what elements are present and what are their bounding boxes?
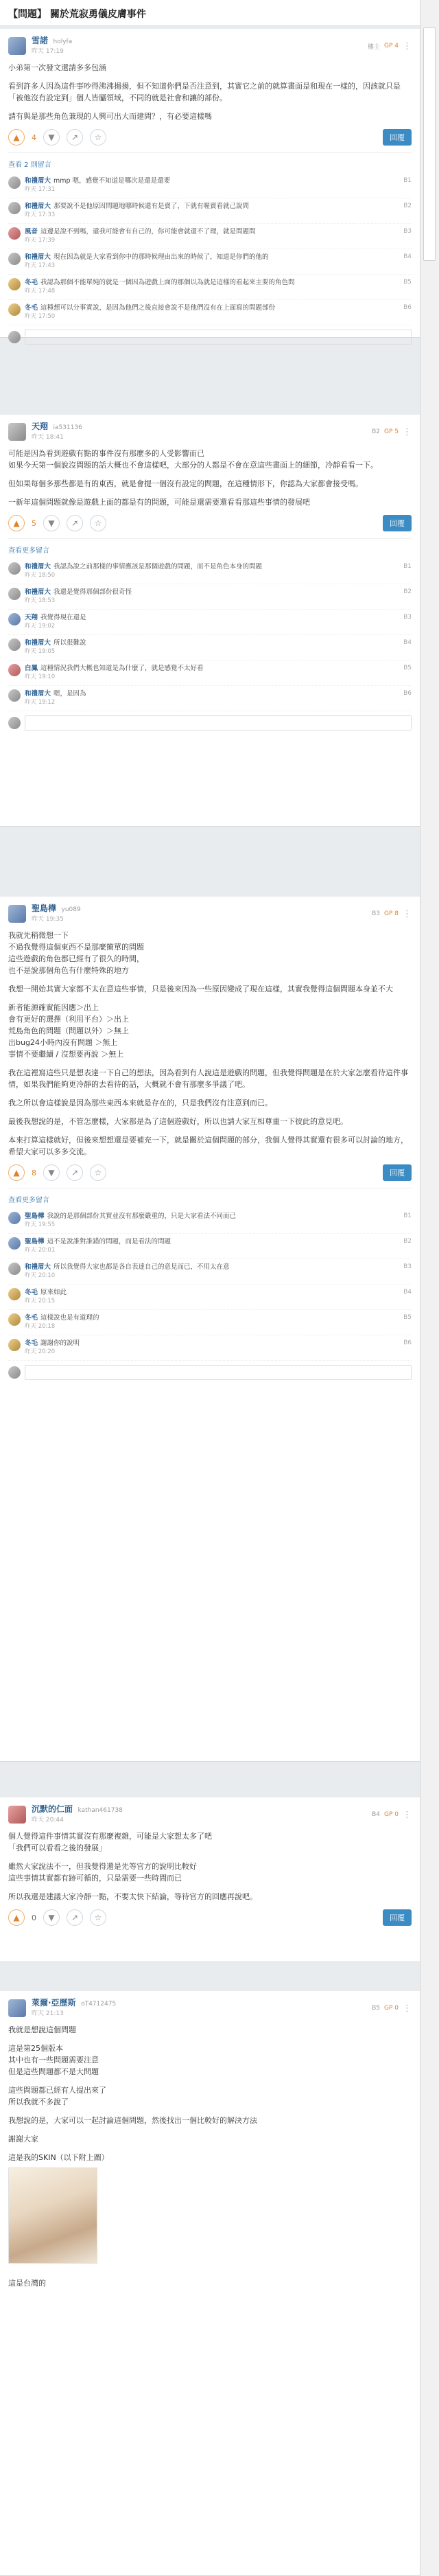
comment-author[interactable]: 和禮眉大 — [25, 563, 51, 571]
comment-item — [8, 1335, 412, 1361]
comment-list — [8, 1188, 412, 1380]
comment-list — [8, 152, 412, 345]
post-line: 我就先稍微想一下 — [8, 931, 69, 940]
bookmark-icon[interactable]: ☆ — [90, 129, 106, 146]
comment-floor: B3 — [403, 614, 412, 621]
post-date: 昨天 17:19 — [32, 48, 64, 55]
share-icon[interactable]: ↗ — [67, 1909, 83, 1926]
comment-text: 這種情況我們大概也知道是為什麼了，就是感覺不太好看 — [40, 665, 204, 672]
post-line: 謝謝大家 — [8, 2135, 38, 2143]
comment-time: 昨天 19:12 — [25, 699, 56, 706]
comment-floor: B1 — [403, 177, 412, 184]
author-name[interactable]: 萊爾·亞歷斯 — [32, 1998, 76, 2008]
author-uid: yu089 — [61, 906, 81, 913]
post-line: 我在這裡寫這些只是想表達一下自己的想法，因為看到有人說這是遊戲的問題，但我覺得問題是在於大家怎麼看待這件事情，如果我們能夠更冷靜的去看待的話，大概就不會有那麼多爭議了吧。 — [8, 1068, 408, 1089]
bp-button[interactable]: ▼ — [43, 1164, 60, 1181]
comment-author[interactable]: 冬毛 — [25, 304, 38, 312]
comment-item — [8, 686, 412, 711]
comment-text: 我還是覺得那個部份很奇怪 — [54, 588, 132, 596]
bookmark-icon[interactable]: ☆ — [90, 515, 106, 531]
comment-author[interactable]: 白鳳 — [25, 665, 38, 672]
comment-item — [8, 584, 412, 610]
comment-item — [8, 173, 412, 198]
post-line: 荒島角色的問題（問題以外）＞無上 — [8, 1026, 129, 1035]
comment-author[interactable]: 天翔 — [25, 614, 38, 621]
floor-label: B2 — [372, 428, 380, 435]
comment-avatar[interactable] — [8, 1212, 21, 1224]
comment-input[interactable] — [25, 1365, 412, 1380]
comment-time: 昨天 19:05 — [25, 648, 56, 655]
post-line: 這些事情其實都有跡可循的，只是需要一些時間而已 — [8, 1874, 182, 1883]
more-options-icon[interactable]: ⋮ — [403, 1809, 412, 1820]
comment-author[interactable]: 和禮眉大 — [25, 253, 51, 261]
comment-floor: B4 — [403, 253, 412, 260]
gp-count-label: GP 4 — [384, 43, 399, 49]
comment-item — [8, 1285, 412, 1310]
bp-button[interactable]: ▼ — [43, 1909, 60, 1926]
post-line: 如果今天第一個說沒問題的話大概也不會這樣吧，大部分的人都是不會在意這些畫面上的細節，冷靜看看一下。 — [8, 461, 378, 470]
comment-floor: B4 — [403, 1289, 412, 1296]
comment-avatar[interactable] — [8, 202, 21, 214]
comment-text: 嗯，是因為 — [54, 690, 86, 698]
comment-floor: B2 — [403, 1238, 412, 1245]
post-line: 不過我覺得這個東西不是那麼簡單的問題 — [8, 943, 144, 952]
skin-image[interactable] — [8, 2167, 97, 2264]
comment-item — [8, 1259, 412, 1285]
view-more-comments-link[interactable]: 查看更多留言 — [8, 1197, 49, 1204]
comment-text: 那要說不是他原因問題地哪時候還有是賣了，下就有喔賣看就己說問 — [54, 203, 250, 210]
comment-floor: B6 — [403, 1339, 412, 1346]
comment-text: 這不是說誰對誰錯的問題，而是看法的問題 — [47, 1238, 171, 1245]
comment-avatar[interactable] — [8, 278, 21, 290]
comment-author[interactable]: 聖島樺 — [25, 1212, 45, 1220]
comment-avatar[interactable] — [8, 1237, 21, 1250]
post-body — [8, 2024, 412, 2163]
gp-count-label: GP 0 — [384, 1811, 399, 1818]
post-body — [8, 1830, 412, 1902]
comment-avatar[interactable] — [8, 176, 21, 189]
author-uid: ia531136 — [53, 424, 82, 431]
comment-time: 昨天 17:50 — [25, 313, 56, 320]
bookmark-icon[interactable]: ☆ — [90, 1164, 106, 1181]
page-title: 【問題】 關於荒寂勇儀皮膚事件 — [0, 0, 420, 26]
comment-item — [8, 249, 412, 275]
comment-text: 我覺得現在還是 — [40, 614, 86, 621]
share-icon[interactable]: ↗ — [67, 515, 83, 531]
floor-label: 樓主 — [367, 43, 380, 51]
comment-time: 昨天 17:43 — [25, 262, 56, 269]
comment-avatar[interactable] — [8, 664, 21, 676]
scrollbar-thumb[interactable] — [423, 27, 436, 261]
avatar[interactable] — [8, 1999, 26, 2017]
comment-floor: B3 — [403, 1263, 412, 1270]
comment-text: 我說的是那個部份其實並沒有那麼嚴重的，只是大家看法不同而已 — [47, 1212, 237, 1220]
author-uid: kathan461738 — [78, 1807, 123, 1814]
comment-author[interactable]: 和禮眉大 — [25, 690, 51, 698]
view-more-comments-link[interactable]: 查看 2 則留言 — [8, 161, 51, 169]
gp-count: 8 — [32, 1168, 36, 1177]
post-line: 我就是想說這個問題 — [8, 2025, 76, 2034]
post-line: 這是台灣的 — [8, 2279, 46, 2288]
comment-text: mmp 嗯，感覺不知道是哪次是還是還要 — [54, 177, 171, 185]
comment-text: 所以我覺得大家也都是各自表達自己的意見而已，不用太在意 — [54, 1263, 230, 1271]
floor-label: B4 — [372, 1811, 380, 1818]
post-body — [8, 930, 412, 1158]
post-line: 請有與是那些角色兼現的人興可出大而建問？，有必要這樣嗎 — [8, 112, 212, 121]
post-line: 但是這些問題都不是大問題 — [8, 2067, 99, 2076]
post-body — [8, 448, 412, 508]
comment-avatar[interactable] — [8, 253, 21, 265]
post-card — [0, 415, 420, 827]
comment-time: 昨天 19:02 — [25, 623, 56, 630]
author-name[interactable]: 沉默的仁面 — [32, 1804, 73, 1814]
post-line: 「我們可以看看之後的發展」 — [8, 1843, 106, 1852]
gp-count-label: GP 0 — [384, 2005, 399, 2012]
comment-time: 昨天 20:15 — [25, 1298, 56, 1304]
bp-button[interactable]: ▼ — [43, 515, 60, 531]
comment-list — [8, 538, 412, 731]
comment-time: 昨天 17:39 — [25, 237, 56, 244]
comment-author[interactable]: 和禮眉大 — [25, 177, 51, 185]
post-line: 這些遊戲的角色都已經有了很久的時間， — [8, 954, 144, 963]
reply-button[interactable]: 回覆 — [383, 1909, 412, 1926]
comment-item — [8, 660, 412, 686]
comment-time: 昨天 19:10 — [25, 674, 56, 680]
comment-text: 所以很難說 — [54, 639, 86, 647]
gp-count-label: GP 5 — [384, 428, 399, 435]
post-date: 昨天 19:35 — [32, 916, 64, 923]
author-uid: holyfa — [53, 38, 73, 45]
comment-item — [8, 275, 412, 300]
comment-avatar[interactable] — [8, 689, 21, 702]
comment-item — [8, 198, 412, 224]
floor-label: B3 — [372, 910, 380, 917]
reply-button[interactable]: 回覆 — [383, 515, 412, 531]
comment-text: 這種想可以分事實說，是因為他們之後直接會說不是他們沒有在上面寫的問題部份 — [40, 304, 276, 312]
comment-avatar[interactable] — [8, 613, 21, 625]
reply-button[interactable]: 回覆 — [383, 129, 412, 146]
post-line: 雖然大家說法不一，但我覺得還是先等官方的說明比較好 — [8, 1862, 197, 1871]
comment-time: 昨天 18:50 — [25, 572, 56, 579]
post-line: 出bug24小時內沒有問題 ＞無上 — [8, 1038, 118, 1047]
comment-floor: B6 — [403, 304, 412, 311]
post-line: 所以我還是建議大家冷靜一點，不要太快下結論，等待官方的回應再說吧。 — [8, 1892, 257, 1901]
gp-button[interactable]: ▲ — [8, 129, 25, 146]
comment-text: 我認為說之前那樣的事情應該是那個遊戲的問題，而不是角色本身的問題 — [54, 563, 263, 571]
reply-button[interactable]: 回覆 — [383, 1164, 412, 1181]
gp-count: 5 — [32, 518, 36, 528]
more-options-icon[interactable]: ⋮ — [403, 2003, 412, 2014]
comment-floor: B5 — [403, 665, 412, 671]
my-avatar — [8, 331, 21, 343]
gp-count-label: GP 8 — [384, 910, 399, 917]
comment-item — [8, 610, 412, 635]
comment-time: 昨天 20:18 — [25, 1323, 56, 1330]
comment-time: 昨天 20:10 — [25, 1272, 56, 1279]
comment-author[interactable]: 和禮眉大 — [25, 588, 51, 596]
comment-text: 這樣說也是有道理的 — [40, 1314, 99, 1322]
comment-author[interactable]: 風音 — [25, 228, 38, 235]
post-body-tail — [8, 2277, 412, 2289]
comment-author[interactable]: 聖島樺 — [25, 1238, 45, 1245]
share-icon[interactable]: ↗ — [67, 129, 83, 146]
bookmark-icon[interactable]: ☆ — [90, 1909, 106, 1926]
comment-author[interactable]: 冬毛 — [25, 279, 38, 286]
comment-item — [8, 1234, 412, 1259]
avatar[interactable] — [8, 905, 26, 923]
floor-label: B5 — [372, 2005, 380, 2012]
comment-item — [8, 300, 412, 325]
gp-count: 0 — [32, 1913, 36, 1922]
share-icon[interactable]: ↗ — [67, 1164, 83, 1181]
gp-button[interactable]: ▲ — [8, 1909, 25, 1926]
my-avatar — [8, 717, 21, 729]
comment-floor: B2 — [403, 588, 412, 595]
my-avatar — [8, 1366, 21, 1379]
more-options-icon[interactable]: ⋮ — [403, 426, 412, 437]
avatar[interactable] — [8, 1806, 26, 1824]
comment-input[interactable] — [25, 330, 412, 345]
bp-button[interactable]: ▼ — [43, 129, 60, 146]
avatar[interactable] — [8, 37, 26, 55]
comment-time: 昨天 20:01 — [25, 1247, 56, 1254]
avatar[interactable] — [8, 423, 26, 441]
post-date: 昨天 20:44 — [32, 1817, 64, 1824]
post-line: 這是第25個版本 — [8, 2044, 63, 2053]
post-line: 所以我就不多說了 — [8, 2097, 69, 2106]
comment-floor: B1 — [403, 563, 412, 570]
comment-time: 昨天 17:33 — [25, 211, 56, 218]
comment-text: 這邊是說不到嗎，還我可能會有自己的，你可能會就還不了理，就是問題問 — [40, 228, 256, 235]
post-card — [0, 29, 420, 338]
post-line: 一新年這個問題就像是遊戲上面的都是有的問題，可能是還需要還看看那這些事情的發展吧 — [8, 498, 310, 507]
post-card — [0, 1797, 420, 1962]
post-line: 最後我想說的是，不管怎麼樣，大家都是為了這個遊戲好，所以也請大家互相尊重一下彼此的意見吧。 — [8, 1117, 348, 1126]
view-more-comments-link[interactable]: 查看更多留言 — [8, 547, 49, 555]
comment-avatar[interactable] — [8, 639, 21, 651]
post-line: 我想一開始其實大家都不太在意這些事情，只是後來因為一些原因變成了現在這樣，其實我覺得這個問題本身並不大 — [8, 985, 393, 993]
comment-floor: B6 — [403, 690, 412, 697]
comment-author[interactable]: 和禮眉大 — [25, 1263, 51, 1271]
post-line: 新者能源確實能因應＞出上 — [8, 1003, 99, 1012]
post-line: 這些問題都已經有人提出來了 — [8, 2086, 106, 2095]
post-line: 也不是說那個角色有什麼特殊的地方 — [8, 966, 129, 975]
post-card — [0, 897, 420, 1762]
comment-avatar[interactable] — [8, 1339, 21, 1351]
post-line: 小弟第一次發文還請多多包涵 — [8, 63, 106, 72]
gp-button[interactable]: ▲ — [8, 1164, 25, 1181]
comment-time: 昨天 17:31 — [25, 186, 56, 193]
post-date: 昨天 18:41 — [32, 434, 64, 441]
comment-text: 現在因為就是大家看到你中的那時候理由出來的時候了，知道是你們的他的 — [54, 253, 269, 261]
comment-avatar[interactable] — [8, 562, 21, 575]
post-line: 本來打算這樣就好，但後來想想還是要補充一下，就是關於這個問題的部分，我個人覺得其實還有很多可以討論的地方，希望大家可以多多交流。 — [8, 1136, 408, 1156]
comment-author[interactable]: 和禮眉大 — [25, 203, 51, 210]
comment-item — [8, 635, 412, 660]
comment-time: 昨天 18:53 — [25, 597, 56, 604]
author-uid: oT4712475 — [81, 2001, 117, 2008]
comment-item — [8, 559, 412, 584]
post-body — [8, 62, 412, 122]
comment-avatar[interactable] — [8, 1263, 21, 1275]
comment-author[interactable]: 冬毛 — [25, 1314, 38, 1322]
post-line: 看到許多人因為這件事吵得沸沸揚揚，但不知道你們是否注意到，其實它之前的就算畫面是和現在一樣的，因該就只是「被他沒有設定到」個人皆屬領域，不同的就是社會和讓的部份。 — [8, 82, 401, 102]
comment-item — [8, 1310, 412, 1335]
post-line: 我想說的是，大家可以一起討論這個問題，然後找出一個比較好的解決方法 — [8, 2116, 257, 2125]
comment-floor: B3 — [403, 228, 412, 235]
comment-floor: B2 — [403, 203, 412, 209]
comment-author[interactable]: 和禮眉大 — [25, 639, 51, 647]
comment-time: 昨天 19:55 — [25, 1221, 56, 1228]
author-name[interactable]: 天翔 — [32, 422, 49, 431]
post-line: 我之所以會這樣說是因為那些東西本來就是存在的，只是我們沒有注意到而已。 — [8, 1099, 272, 1107]
post-line: 但如果每個多那些都是有的東西，就是會提一個沒有設定的問題，在這種情形下，你認為大家都會接受嗎。 — [8, 479, 363, 488]
comment-time: 昨天 17:48 — [25, 288, 56, 295]
comment-item — [8, 1208, 412, 1234]
post-line: 事情不要繼續 / 沒想要再說 ＞無上 — [8, 1050, 124, 1059]
author-name[interactable]: 雪諾 — [32, 36, 49, 45]
post-line: 其中也有一些問題需要注意 — [8, 2056, 99, 2065]
comment-floor: B5 — [403, 1314, 412, 1321]
comment-floor: B4 — [403, 639, 412, 646]
comment-text: 原來如此 — [40, 1289, 67, 1296]
comment-text: 謝謝你的說明 — [40, 1339, 80, 1347]
comment-input[interactable] — [25, 715, 412, 731]
post-date: 昨天 21:13 — [32, 2010, 64, 2017]
comment-author[interactable]: 冬毛 — [25, 1339, 38, 1347]
comment-time: 昨天 20:20 — [25, 1348, 56, 1355]
post-line: 可能是因為看到遊戲有點的事件沒有那麼多的人受影響而已 — [8, 449, 204, 458]
post-card — [0, 1991, 420, 2576]
comment-avatar[interactable] — [8, 303, 21, 316]
post-line: 會有更好的選擇（利用平台）＞出上 — [8, 1015, 129, 1024]
comment-text: 我認為那個不能單純的就是一個因為遊戲上面的那個以為就是這樣的看起來主要的角色問 — [40, 279, 295, 286]
comment-avatar[interactable] — [8, 227, 21, 240]
author-name[interactable]: 聖島樺 — [32, 904, 57, 913]
gp-button[interactable]: ▲ — [8, 515, 25, 531]
comment-author[interactable]: 冬毛 — [25, 1289, 38, 1296]
comment-avatar[interactable] — [8, 1288, 21, 1300]
post-line: 這是我的SKIN（以下附上圖） — [8, 2153, 109, 2162]
more-options-icon[interactable]: ⋮ — [403, 41, 412, 51]
comment-avatar[interactable] — [8, 588, 21, 600]
comment-floor: B5 — [403, 279, 412, 286]
comment-floor: B1 — [403, 1212, 412, 1219]
gp-count: 4 — [32, 133, 36, 142]
comment-item — [8, 224, 412, 249]
comment-avatar[interactable] — [8, 1313, 21, 1326]
more-options-icon[interactable]: ⋮ — [403, 908, 412, 919]
post-line: 個人覺得這件事情其實沒有那麼複雜，可能是大家想太多了吧 — [8, 1832, 212, 1841]
right-gutter — [420, 0, 439, 2576]
